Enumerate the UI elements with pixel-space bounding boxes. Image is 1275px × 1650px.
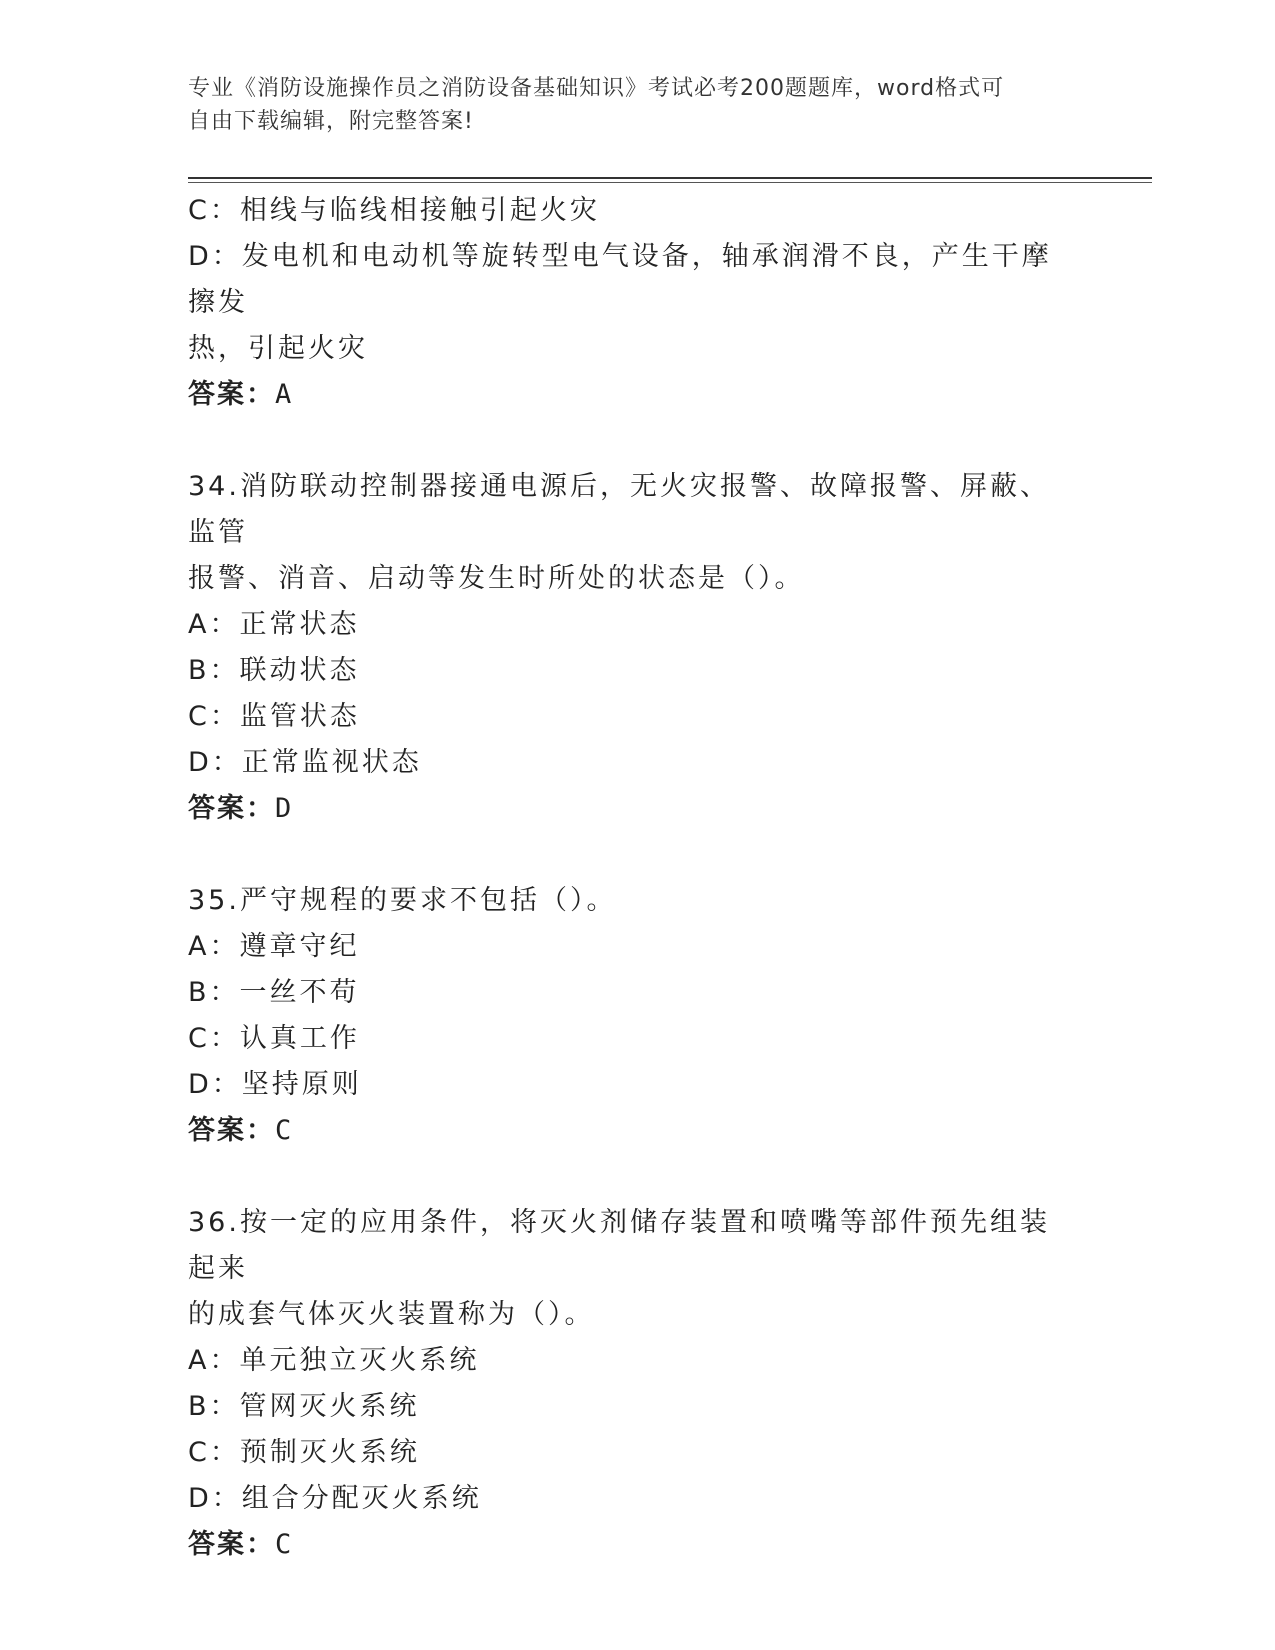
answer-label: 答案： bbox=[188, 1115, 275, 1146]
answer-value: D bbox=[275, 793, 295, 824]
header-line-1: 专业《消防设施操作员之消防设备基础知识》考试必考200题题库，word格式可 bbox=[188, 76, 1005, 101]
question-stem-line-2: 报警、消音、启动等发生时所处的状态是（）。 bbox=[188, 563, 805, 594]
answer bbox=[188, 786, 1068, 832]
question-block-34 bbox=[188, 464, 1068, 832]
option-c: C：监管状态 bbox=[188, 701, 360, 732]
header-divider-thick bbox=[188, 177, 1152, 179]
option-c: C：认真工作 bbox=[188, 1023, 360, 1054]
answer-label: 答案： bbox=[188, 379, 275, 410]
answer-label: 答案： bbox=[188, 1529, 275, 1560]
question-stem-line-1: 34.消防联动控制器接通电源后，无火灾报警、故障报警、屏蔽、监管 bbox=[188, 471, 1050, 548]
option-d: D：正常监视状态 bbox=[188, 747, 422, 778]
header-line-2: 自由下载编辑，附完整答案! bbox=[188, 109, 474, 134]
option-b: B：联动状态 bbox=[188, 655, 360, 686]
answer-value: C bbox=[275, 1529, 295, 1560]
answer bbox=[188, 372, 1068, 418]
option-d-line-2: 热，引起火灾 bbox=[188, 333, 368, 364]
question-stem-line-1: 36.按一定的应用条件，将灭火剂储存装置和喷嘴等部件预先组装起来 bbox=[188, 1207, 1050, 1284]
question-stem-line-1: 35.严守规程的要求不包括（）。 bbox=[188, 885, 617, 916]
option-c: C：相线与临线相接触引起火灾 bbox=[188, 195, 600, 226]
question-block-35 bbox=[188, 878, 1068, 1154]
question-list bbox=[188, 188, 1068, 1568]
option-c: C：预制灭火系统 bbox=[188, 1437, 420, 1468]
question-block-36 bbox=[188, 1200, 1068, 1568]
answer-label: 答案： bbox=[188, 793, 275, 824]
question-block-33 bbox=[188, 188, 1068, 418]
option-b: B：管网灭火系统 bbox=[188, 1391, 420, 1422]
answer bbox=[188, 1108, 1068, 1154]
question-stem-line-2: 的成套气体灭火装置称为（）。 bbox=[188, 1299, 595, 1330]
option-b: B：一丝不苟 bbox=[188, 977, 360, 1008]
option-a: A：单元独立灭火系统 bbox=[188, 1345, 480, 1376]
option-d-line-1: D：发电机和电动机等旋转型电气设备，轴承润滑不良，产生干摩擦发 bbox=[188, 241, 1052, 318]
header-divider-thin bbox=[188, 182, 1152, 183]
answer-value: C bbox=[275, 1115, 295, 1146]
document-header bbox=[188, 72, 1068, 138]
option-a: A：正常状态 bbox=[188, 609, 360, 640]
option-d: D：坚持原则 bbox=[188, 1069, 362, 1100]
option-a: A：遵章守纪 bbox=[188, 931, 360, 962]
option-d: D：组合分配灭火系统 bbox=[188, 1483, 482, 1514]
answer bbox=[188, 1522, 1068, 1568]
answer-value: A bbox=[275, 379, 295, 410]
